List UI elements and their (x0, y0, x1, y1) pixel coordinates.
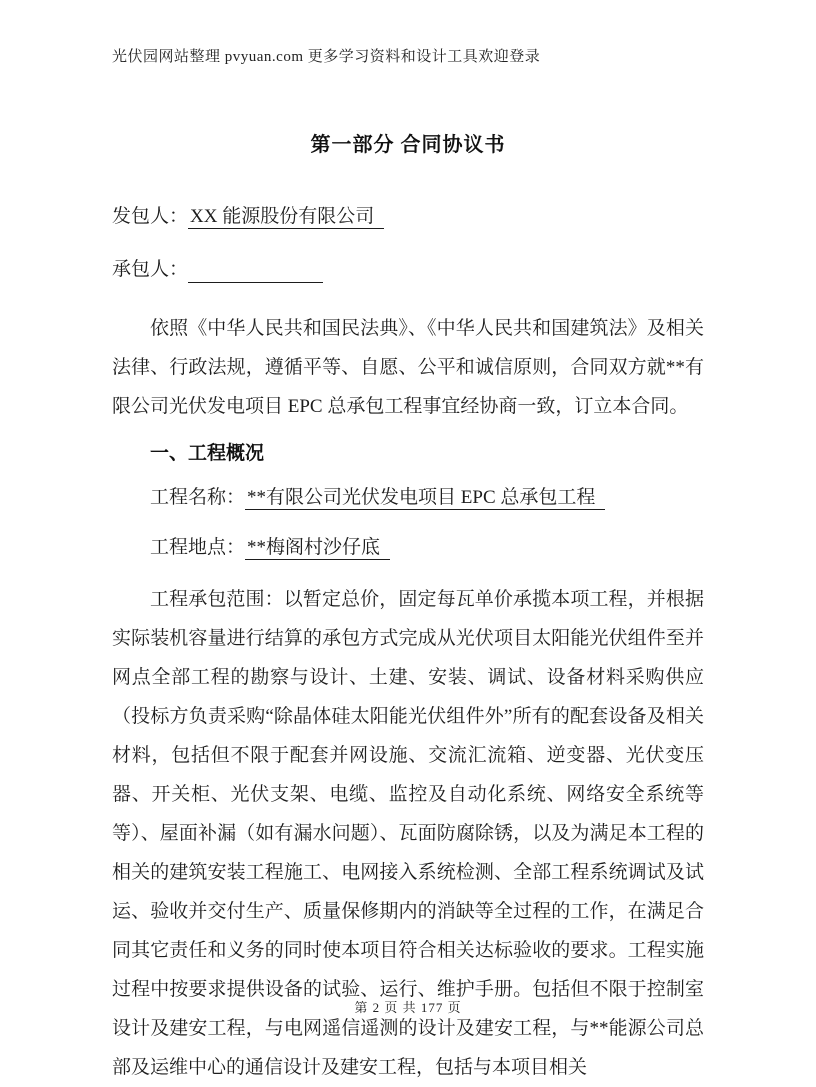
project-location-line (112, 534, 704, 561)
page-number: 第 2 页 共 177 页 (354, 1000, 462, 1015)
project-location-label: 工程地点： (150, 537, 246, 558)
preamble-paragraph: 依照《中华人民共和国民法典》、《中华人民共和国建筑法》及相关法律、行政法规，遵循平等、自愿、公平和诚信原则，合同双方就**有限公司光伏发电项目 EPC 总承包工程事宜经协商一致，订立本合同。 (112, 318, 704, 417)
project-location-value: **梅阁村沙仔底 (245, 537, 390, 560)
project-name-value: **有限公司光伏发电项目 EPC 总承包工程 (245, 487, 605, 510)
scope-label: 工程承包范围： (150, 589, 284, 610)
project-name-line (112, 484, 704, 511)
page-footer (0, 997, 816, 1016)
page-title: 第一部分 合同协议书 (310, 134, 506, 156)
party-block (112, 203, 704, 283)
employer-label: 发包人： (112, 206, 189, 227)
section-heading-project-overview: 一、工程概况 (150, 443, 265, 464)
header-note: 光伏园网站整理 pvyuan.com 更多学习资料和设计工具欢迎登录 (112, 49, 541, 65)
document-header (112, 45, 704, 66)
project-name-label: 工程名称： (150, 487, 246, 508)
employer-value: XX 能源股份有限公司 (188, 206, 384, 229)
contractor-line (112, 256, 704, 283)
contractor-value-blank (188, 262, 323, 283)
contractor-label: 承包人： (112, 259, 189, 280)
employer-line (112, 203, 704, 230)
scope-text: 以暂定总价，固定每瓦单价承揽本项工程，并根据实际装机容量进行结算的承包方式完成从光伏项目太阳能光伏组件至并网点全部工程的勘察与设计、土建、安装、调试、设备材料采购供应（投标方负责采购“除晶体硅太阳能光伏组件外”所有的配套设备及相关材料，包括但不限于配套并网设施、交流汇流箱、逆变器、光伏变压器、开关柜、光伏支架、电缆、监控及自动化系统、网络安全系统等等）、屋面补漏（如有漏水问题）、瓦面防腐除锈，以及为满足本工程的相关的建筑安装工程施工、电网接入系统检测、全部工程系统调试及试运、验收并交付生产、质量保修期内的消缺等全过程的工作，在满足合同其它责任和义务的同时使本项目符合相关达标验收的要求。工程实施过程中按要求提供设备的试验、运行、维护手册。包括但不限于控制室设计及建安工程，与电网遥信遥测的设计及建安工程，与**能源公司总部及运维中心的通信设计及建安工程，包括与本项目相关 (112, 589, 704, 1078)
